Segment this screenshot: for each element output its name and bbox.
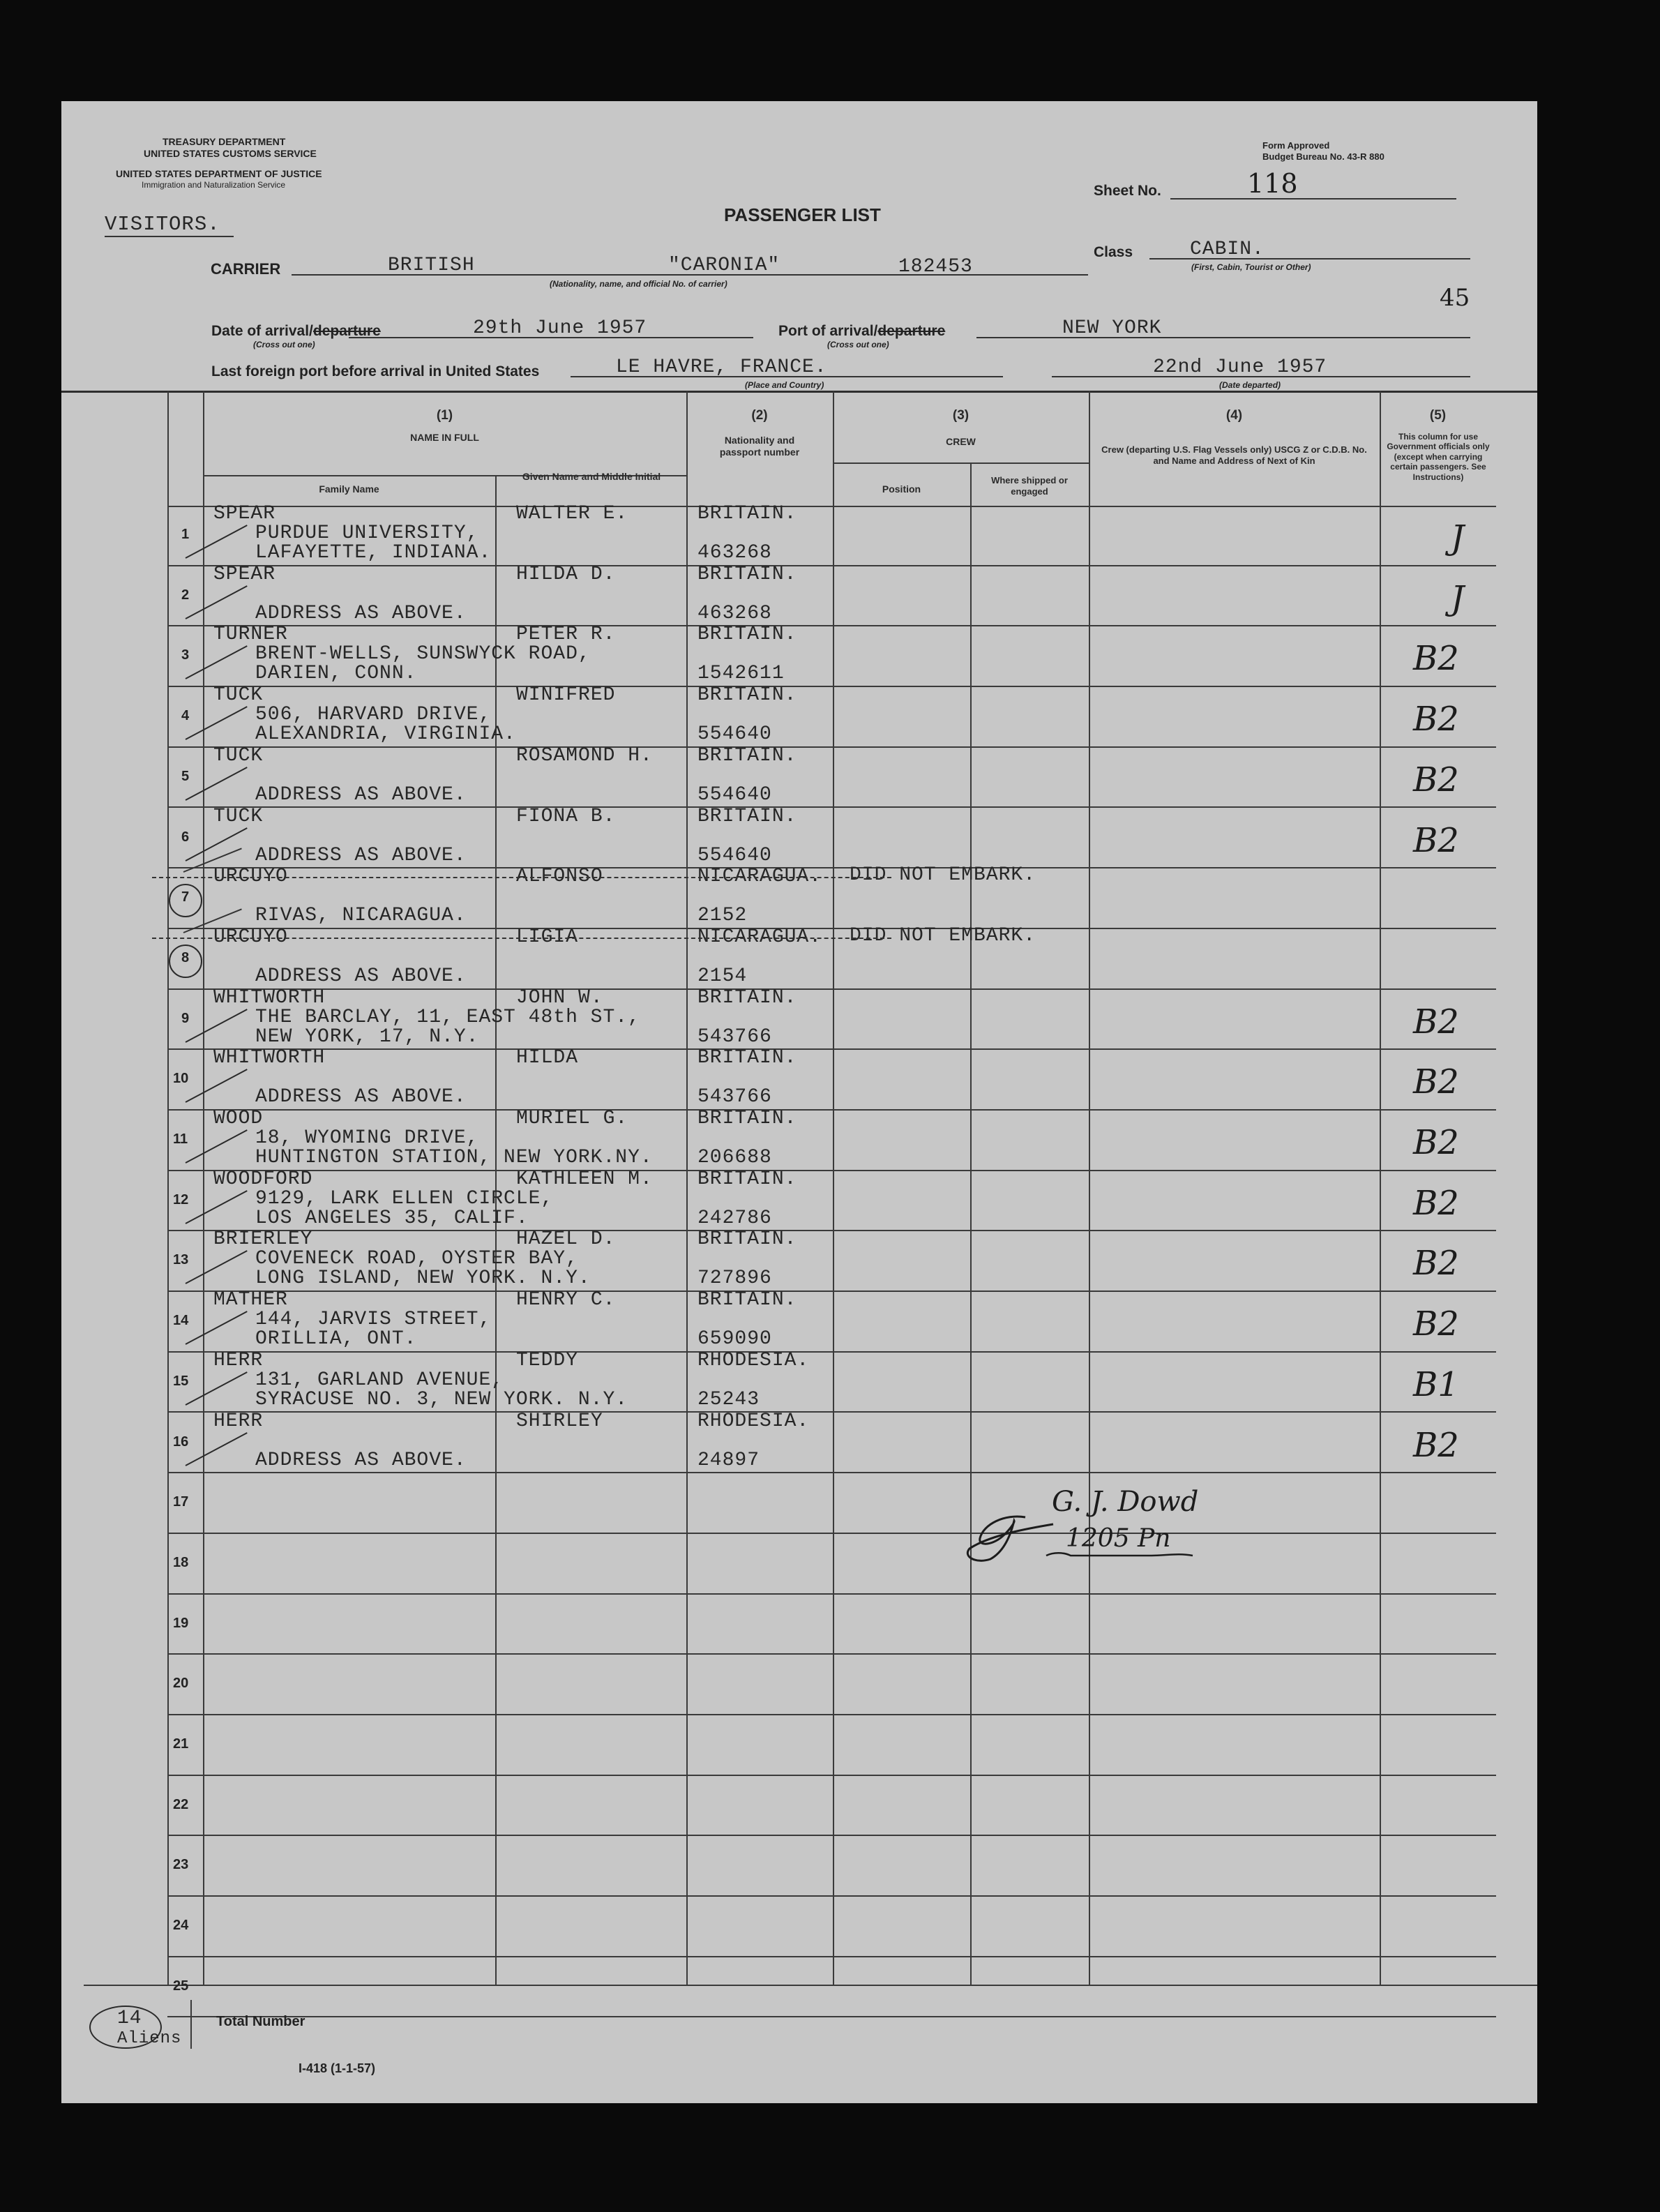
admission-code: B2 — [1413, 760, 1459, 799]
family-name: WOOD — [213, 1108, 264, 1129]
last-port-label: Last foreign port before arrival in United States — [211, 363, 540, 379]
table-row — [61, 744, 1537, 808]
customs-service: UNITED STATES CUSTOMS SERVICE — [144, 148, 317, 159]
signature-time: 1205 Pn — [1066, 1524, 1171, 1553]
nationality: BRITAIN. — [697, 744, 797, 767]
address-line-2: HUNTINGTON STATION, NEW YORK.NY. — [255, 1147, 653, 1168]
address-line-1: 18, WYOMING DRIVE, — [255, 1127, 479, 1149]
family-name: WHITWORTH — [213, 986, 326, 1009]
address-line-2: LONG ISLAND, NEW YORK. N.Y. — [255, 1267, 591, 1290]
nationality: BRITAIN. — [697, 986, 797, 1009]
row-number-circle — [169, 945, 202, 978]
nationality: BRITAIN. — [697, 1228, 797, 1251]
nationality: RHODESIA. — [697, 1349, 810, 1371]
family-name: WHITWORTH — [213, 1047, 326, 1069]
last-port-hint: (Place and Country) — [745, 380, 824, 390]
strikethrough-line — [152, 877, 891, 878]
family-name: WOODFORD — [213, 1168, 313, 1190]
address-line-2: RIVAS, NICARAGUA. — [255, 905, 467, 927]
passport-number: 2152 — [697, 905, 748, 927]
row-check-mark — [186, 767, 248, 801]
table-row — [61, 986, 1537, 1051]
table-row — [61, 1534, 1537, 1595]
row-number: 11 — [173, 1131, 188, 1147]
given-name: ALFONSO — [516, 866, 603, 888]
row-check-mark — [186, 525, 248, 559]
family-name: TUCK — [213, 684, 264, 707]
family-name: TUCK — [213, 805, 264, 827]
crew-subhead-rule — [833, 462, 1089, 464]
table-row — [61, 1289, 1537, 1353]
row-number: 8 — [181, 949, 190, 965]
nationality: BRITAIN. — [697, 624, 797, 646]
passport-number: 554640 — [697, 723, 772, 746]
given-name: HILDA D. — [516, 563, 616, 585]
address-line-1: BRENT-WELLS, SUNSWYCK ROAD, — [255, 643, 591, 665]
passport-number: 242786 — [697, 1207, 772, 1229]
address-line-2: DARIEN, CONN. — [255, 663, 417, 685]
last-port-value: LE HAVRE, FRANCE. — [616, 356, 827, 378]
table-row — [61, 1047, 1537, 1111]
strikethrough-line — [152, 938, 891, 939]
given-name: KATHLEEN M. — [516, 1168, 653, 1190]
passport-number: 727896 — [697, 1267, 772, 1290]
row-number-circle — [169, 884, 202, 917]
row-number: 10 — [173, 1071, 189, 1087]
row-number: 13 — [173, 1252, 189, 1268]
admission-code: B2 — [1413, 700, 1459, 739]
class-label: Class — [1094, 244, 1133, 260]
justice-dept: UNITED STATES DEPARTMENT OF JUSTICE — [116, 168, 322, 179]
carrier-nationality: BRITISH — [388, 255, 475, 276]
table-row — [61, 1897, 1537, 1957]
family-name: HERR — [213, 1349, 264, 1371]
col1-number: (1) — [436, 408, 453, 423]
table-row — [61, 1776, 1537, 1837]
given-name: WALTER E. — [516, 503, 628, 525]
given-name: WINIFRED — [516, 684, 616, 707]
row-number: 19 — [173, 1615, 189, 1631]
passenger-list-sheet — [61, 101, 1537, 2103]
passport-number: 2154 — [697, 965, 748, 987]
nationality: BRITAIN. — [697, 503, 797, 525]
footer-divider — [190, 2000, 192, 2049]
row-check-mark — [186, 1311, 248, 1345]
table-row — [61, 1473, 1537, 1534]
page-number: 45 — [1440, 284, 1470, 312]
given-name: ROSAMOND H. — [516, 744, 653, 767]
row-rule — [167, 2016, 1496, 2017]
row-number: 5 — [181, 768, 190, 784]
row-check-mark — [186, 1371, 248, 1406]
row-number: 24 — [173, 1918, 189, 1934]
ins-service: Immigration and Naturalization Service — [142, 180, 286, 190]
passport-number: 1542611 — [697, 663, 785, 685]
given-name: SHIRLEY — [516, 1410, 603, 1432]
table-row — [61, 1655, 1537, 1715]
passport-number: 554640 — [697, 783, 772, 806]
address-line-2: ADDRESS AS ABOVE. — [255, 1086, 467, 1108]
signature-name: G. J. Dowd — [1052, 1486, 1199, 1518]
col3-where-head: Where shipped or engaged — [991, 475, 1068, 497]
given-name: TEDDY — [516, 1349, 579, 1371]
passenger-table — [61, 101, 1537, 2103]
passport-number: 206688 — [697, 1147, 772, 1168]
nationality: BRITAIN. — [697, 563, 797, 585]
col3-position-head: Position — [882, 483, 921, 495]
given-name: MURIEL G. — [516, 1108, 628, 1129]
admission-code: B2 — [1413, 639, 1459, 679]
address-line-1: PURDUE UNIVERSITY, — [255, 522, 479, 544]
admission-code: B2 — [1413, 1183, 1459, 1223]
address-line-2: ALEXANDRIA, VIRGINIA. — [255, 723, 516, 746]
row-check-mark — [186, 1251, 248, 1285]
given-name: PETER R. — [516, 624, 616, 646]
address-line-1: 506, HARVARD DRIVE, — [255, 704, 492, 726]
total-unit: Aliens — [117, 2029, 182, 2048]
col2-title: Nationality and passport number — [719, 435, 800, 458]
row-number: 20 — [173, 1676, 189, 1692]
date-value: 29th June 1957 — [473, 317, 647, 339]
admission-code: B2 — [1413, 1304, 1459, 1344]
date-hint: (Cross out one) — [253, 340, 315, 349]
admission-code: B2 — [1413, 1062, 1459, 1102]
sheet-number: 118 — [1247, 168, 1298, 199]
family-name: URCUYO — [213, 866, 288, 888]
total-label: Total Number — [216, 2014, 305, 2029]
col3-title: CREW — [946, 436, 976, 447]
nationality: NICARAGUA. — [697, 926, 822, 948]
table-row — [61, 563, 1537, 627]
col3-number: (3) — [952, 408, 969, 423]
row-number: 25 — [173, 1978, 189, 1994]
family-name: MATHER — [213, 1289, 288, 1311]
row-number: 22 — [173, 1796, 189, 1812]
admission-code: J — [1451, 578, 1465, 618]
nationality: BRITAIN. — [697, 805, 797, 827]
table-row — [61, 1108, 1537, 1171]
given-name: LIGIA — [516, 926, 579, 948]
crew-note: DID NOT EMBARK. — [850, 864, 1036, 887]
row-number: 23 — [173, 1857, 189, 1873]
port-value: NEW YORK — [1062, 317, 1162, 339]
table-row — [61, 1957, 1537, 2018]
class-value: CABIN. — [1190, 239, 1265, 260]
table-row — [61, 1168, 1537, 1232]
sheet-label: Sheet No. — [1094, 183, 1161, 199]
row-number: 16 — [173, 1434, 189, 1450]
address-line-2: LAFAYETTE, INDIANA. — [255, 542, 492, 564]
form-approved: Form Approved — [1262, 140, 1330, 151]
col1-family-head: Family Name — [319, 483, 379, 495]
family-name: SPEAR — [213, 563, 276, 585]
nationality: NICARAGUA. — [697, 866, 822, 888]
nationality: BRITAIN. — [697, 1047, 797, 1069]
row-number: 21 — [173, 1736, 189, 1752]
address-line-1: 144, JARVIS STREET, — [255, 1309, 492, 1331]
row-number: 7 — [181, 889, 190, 905]
admission-code: J — [1451, 518, 1465, 557]
address-line-2: ADDRESS AS ABOVE. — [255, 965, 467, 987]
row-number: 1 — [181, 527, 190, 542]
row-check-mark — [186, 706, 248, 740]
address-line-2: ADDRESS AS ABOVE. — [255, 1449, 467, 1471]
table-row — [61, 805, 1537, 869]
table-row — [61, 1410, 1537, 1474]
admission-code: B2 — [1413, 1002, 1459, 1041]
row-check-mark — [186, 585, 248, 619]
table-row — [61, 626, 1537, 687]
family-name: HERR — [213, 1410, 264, 1432]
passport-number: 659090 — [697, 1328, 772, 1350]
form-number: I-418 (1-1-57) — [299, 2061, 376, 2075]
date-departed-hint: (Date departed) — [1219, 380, 1281, 390]
table-row — [61, 924, 1537, 990]
carrier-name: "CARONIA" — [668, 255, 780, 276]
given-name: FIONA B. — [516, 805, 616, 827]
table-row — [61, 1836, 1537, 1897]
row-number: 9 — [181, 1010, 190, 1026]
col2-number: (2) — [751, 408, 768, 423]
admission-code: B2 — [1413, 820, 1459, 860]
admission-code: B2 — [1413, 1123, 1459, 1162]
name-subhead-rule — [203, 475, 495, 476]
address-line-1: 9129, LARK ELLEN CIRCLE, — [255, 1187, 554, 1210]
nationality: RHODESIA. — [697, 1410, 810, 1432]
table-top-rule — [61, 391, 1537, 393]
budget-bureau: Budget Bureau No. 43-R 880 — [1262, 151, 1384, 162]
family-name: BRIERLEY — [213, 1228, 313, 1251]
given-name: HILDA — [516, 1047, 579, 1069]
total-count: 14 — [117, 2008, 142, 2029]
family-name: URCUYO — [213, 926, 288, 948]
col5-title: This column for use Government officials only (except when carrying certain passengers. See Instructions) — [1387, 432, 1490, 482]
col1-given-head: Given Name and Middle Initial — [522, 471, 661, 482]
col4-number: (4) — [1225, 408, 1243, 423]
admission-code: B2 — [1413, 1425, 1459, 1465]
carrier-number: 182453 — [898, 256, 973, 278]
table-row — [61, 1349, 1537, 1413]
passport-number: 25243 — [697, 1388, 760, 1410]
table-row — [61, 1715, 1537, 1776]
given-name: JOHN W. — [516, 986, 603, 1009]
row-number: 12 — [173, 1191, 189, 1207]
row-number: 2 — [181, 587, 190, 603]
address-line-2: ADDRESS AS ABOVE. — [255, 844, 467, 866]
address-line-1: COVENECK ROAD, OYSTER BAY, — [255, 1248, 578, 1270]
date-departed-value: 22nd June 1957 — [1153, 356, 1327, 378]
nationality: BRITAIN. — [697, 684, 797, 707]
nationality: BRITAIN. — [697, 1168, 797, 1190]
port-label: Port of arrival/departure — [778, 323, 946, 339]
col5-number: (5) — [1429, 408, 1447, 423]
address-line-2: ADDRESS AS ABOVE. — [255, 602, 467, 624]
address-line-2: ADDRESS AS ABOVE. — [255, 783, 467, 806]
table-row — [61, 1595, 1537, 1655]
row-number: 18 — [173, 1554, 189, 1570]
row-check-mark — [186, 827, 248, 862]
given-name: HENRY C. — [516, 1289, 616, 1311]
family-name: TUCK — [213, 744, 264, 767]
row-number: 17 — [173, 1494, 189, 1510]
row-check-mark — [186, 646, 248, 680]
row-check-mark — [186, 1069, 248, 1103]
given-name: HAZEL D. — [516, 1228, 616, 1251]
family-name: TURNER — [213, 624, 288, 646]
row-check-mark — [186, 1009, 248, 1043]
admission-code: B1 — [1413, 1364, 1459, 1404]
passport-number: 24897 — [697, 1449, 760, 1471]
table-row — [61, 684, 1537, 748]
table-row — [61, 1228, 1537, 1292]
family-name: SPEAR — [213, 503, 276, 525]
row-number: 14 — [173, 1313, 189, 1329]
nationality: BRITAIN. — [697, 1289, 797, 1311]
nationality: BRITAIN. — [697, 1108, 797, 1129]
passport-number: 463268 — [697, 602, 772, 624]
passport-number: 463268 — [697, 542, 772, 564]
admission-code: B2 — [1413, 1244, 1459, 1284]
row-check-mark — [186, 1432, 248, 1466]
class-hint: (First, Cabin, Tourist or Other) — [1191, 262, 1311, 272]
table-row — [61, 503, 1537, 566]
row-number: 3 — [181, 647, 190, 663]
carrier-hint: (Nationality, name, and official No. of carrier) — [550, 279, 727, 289]
row-check-mark — [186, 1190, 248, 1224]
row-number: 4 — [181, 708, 190, 724]
row-check-mark — [186, 1129, 248, 1164]
col1-title: NAME IN FULL — [410, 432, 479, 443]
treasury-dept: TREASURY DEPARTMENT — [163, 136, 286, 147]
passport-number: 543766 — [697, 1086, 772, 1108]
address-line-1: 131, GARLAND AVENUE, — [255, 1369, 504, 1391]
address-line-2: SYRACUSE NO. 3, NEW YORK. N.Y. — [255, 1388, 628, 1410]
row-number: 15 — [173, 1373, 189, 1389]
col4-title: Crew (departing U.S. Flag Vessels only) USCG Z or C.D.B. No. and Name and Address of Next of Kin — [1101, 444, 1367, 466]
visitors-label: VISITORS. — [105, 213, 220, 236]
address-line-2: NEW YORK, 17, N.Y. — [255, 1025, 479, 1048]
passport-number: 543766 — [697, 1025, 772, 1048]
port-hint: (Cross out one) — [827, 340, 889, 349]
address-line-2: ORILLIA, ONT. — [255, 1328, 417, 1350]
page-title: PASSENGER LIST — [724, 204, 881, 225]
table-row — [61, 864, 1537, 929]
carrier-label: CARRIER — [211, 260, 281, 278]
address-line-1: THE BARCLAY, 11, EAST 48th ST., — [255, 1006, 640, 1028]
address-line-2: LOS ANGELES 35, CALIF. — [255, 1207, 529, 1229]
row-number: 6 — [181, 829, 190, 845]
date-label: Date of arrival/departure — [211, 323, 381, 339]
crew-note: DID NOT EMBARK. — [850, 924, 1036, 947]
passport-number: 554640 — [697, 844, 772, 866]
